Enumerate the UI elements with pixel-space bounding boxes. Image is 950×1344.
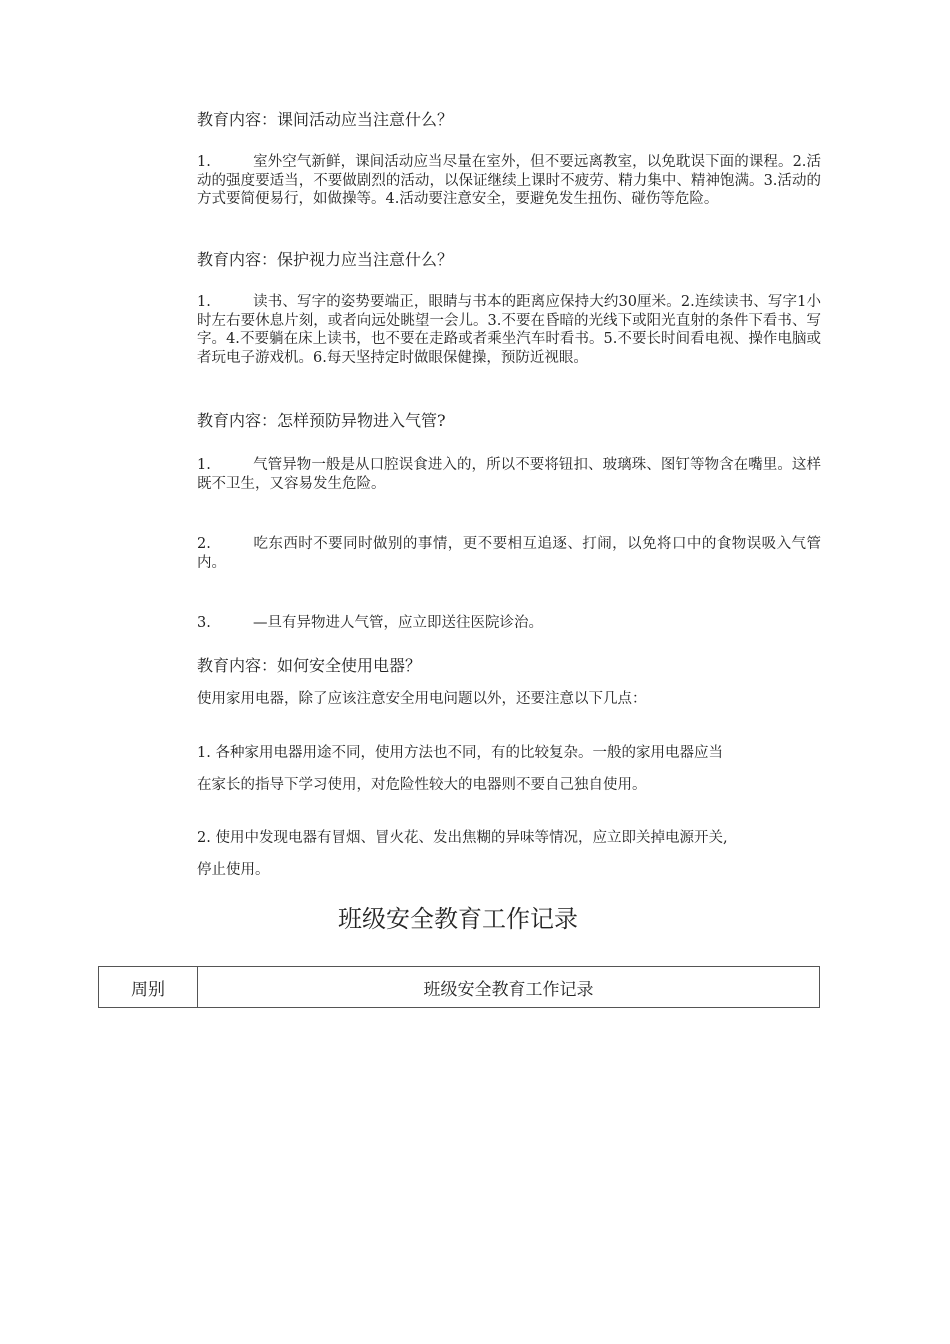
item-line: 1. 各种家用电器用途不同，使用方法也不同，有的比较复杂。一般的家用电器应当	[197, 745, 723, 761]
item-line: 停止使用。	[197, 862, 270, 878]
table-header-week: 周别	[99, 967, 198, 1008]
item-text: 室外空气新鲜，课间活动应当尽量在室外，但不要远离教室，以免耽误下面的课程。2.活动的强度要适当，不要做剧烈的活动，以保证继续上课时不疲劳、精力集中、精神饱满。3.活动的方式要简便易行，如做操等。4.活动要注意安全，要避免发生扭伤、碰伤等危险。	[197, 154, 821, 207]
record-title: 班级安全教育工作记录	[338, 905, 578, 933]
section-paragraph	[197, 153, 821, 209]
section-paragraph	[197, 535, 821, 572]
item-text: 吃东西时不要同时做别的事情，更不要相互追逐、打闹，以免将口中的食物误吸入气管内。	[197, 536, 821, 571]
intro-line: 使用家用电器，除了应该注意安全用电问题以外，还要注意以下几点：	[197, 691, 647, 707]
section-heading: 教育内容：如何安全使用电器？	[197, 656, 422, 675]
section-paragraph	[197, 293, 821, 367]
item-number: 1.	[197, 154, 211, 170]
section-heading: 教育内容：课间活动应当注意什么？	[197, 110, 454, 129]
item-text: —旦有异物进人气管，应立即送往医院诊治。	[253, 615, 543, 631]
item-text: 读书、写字的姿势要端正，眼睛与书本的距离应保持大约30厘米。2.连续读书、写字1小时左右要休息片刻，或者向远处眺望一会儿。3.不要在昏暗的光线下或阳光直射的条件下看书、写字。4.不要躺在床上读书，也不要在走路或者乘坐汽车时看书。5.不要长时间看电视、操作电脑或者玩电子游戏机。6.每天坚持定时做眼保健操，预防近视眼。	[197, 294, 821, 366]
item-number: 1.	[197, 457, 211, 473]
item-number: 1.	[197, 294, 211, 310]
table-header-record: 班级安全教育工作记录	[198, 967, 820, 1008]
section-heading: 教育内容：保护视力应当注意什么？	[197, 250, 454, 269]
item-line: 2. 使用中发现电器有冒烟、冒火花、发出焦糊的异味等情况，应立即关掉电源开关,	[197, 830, 728, 846]
section-paragraph	[197, 456, 821, 493]
table-row	[99, 967, 820, 1008]
item-number: 3.	[197, 615, 211, 631]
record-table	[98, 966, 820, 1008]
section-heading: 教育内容：怎样预防异物进入气管?	[197, 411, 446, 430]
section-paragraph	[197, 614, 821, 633]
item-number: 2.	[197, 536, 211, 552]
item-line: 在家长的指导下学习使用，对危险性较大的电器则不要自己独自使用。	[197, 777, 647, 793]
item-text: 气管异物一般是从口腔误食进入的，所以不要将钮扣、玻璃珠、图钉等物含在嘴里。这样既不卫生，又容易发生危险。	[197, 457, 821, 492]
